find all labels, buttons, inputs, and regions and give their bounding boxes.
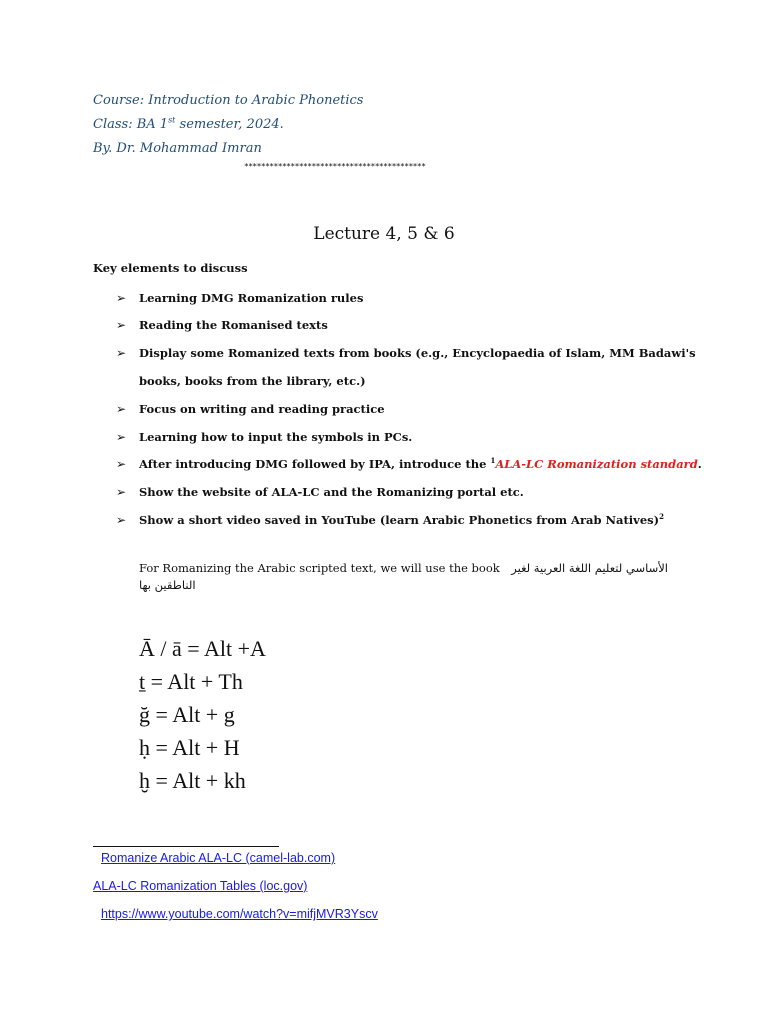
class-suffix: semester, 2024. (175, 117, 284, 132)
ala-lc-standard-highlight: ALA-LC Romanization standard (495, 457, 698, 471)
bullet-continuation: books, books from the library, etc.) (139, 374, 366, 388)
bullet-text: Reading the Romanised texts (139, 318, 328, 332)
class-prefix: Class: BA 1 (93, 117, 169, 132)
footnote-link-camel-lab[interactable]: Romanize Arabic ALA-LC (camel-lab.com) (101, 851, 336, 865)
bullet-item (116, 291, 363, 305)
bullet-text-end: . (697, 457, 702, 471)
footnote-link-loc-gov[interactable]: ALA-LC Romanization Tables (loc.gov) (93, 879, 308, 893)
formula-h-breve: ḫ = Alt + kh (139, 768, 246, 793)
bullet-text: Display some Romanized texts from books (e.g., Encyclopaedia of Islam, MM Badawi's (139, 346, 696, 360)
bullet-item (116, 346, 696, 360)
bullet-item (116, 513, 664, 527)
bullet-text: Learning DMG Romanization rules (139, 291, 364, 305)
bullet-text: Show the website of ALA-LC and the Romanizing portal etc. (139, 485, 524, 499)
class-ordinal: st (168, 115, 176, 125)
arrowhead-bullet-icon: ➢ (116, 485, 127, 499)
lecture-title: Lecture 4, 5 & 6 (313, 224, 455, 244)
footnote-ref-1[interactable]: 1 (490, 456, 496, 466)
bullet-text: Learning how to input the symbols in PCs. (139, 430, 413, 444)
bullet-item (116, 402, 385, 416)
bullet-text: Focus on writing and reading practice (139, 402, 385, 416)
paragraph-text: For Romanizing the Arabic scripted text, we will use the book (139, 561, 500, 575)
footnote-link-youtube[interactable]: https://www.youtube.com/watch?v=mifjMVR3Yscv (101, 907, 378, 921)
formula-a-macron: Ā / ā = Alt +A (139, 636, 266, 661)
separator-stars: ******************************************* (244, 162, 426, 171)
arrowhead-bullet-icon: ➢ (116, 318, 127, 332)
bullet-item (116, 318, 328, 332)
formula-g-breve: ğ = Alt + g (139, 702, 235, 727)
bullet-item (116, 430, 412, 444)
course-line: Course: Introduction to Arabic Phonetics (93, 93, 364, 108)
arrowhead-bullet-icon: ➢ (116, 513, 127, 527)
arrowhead-bullet-icon: ➢ (116, 430, 127, 444)
key-elements-heading: Key elements to discuss (93, 261, 248, 275)
arrowhead-bullet-icon: ➢ (116, 346, 127, 360)
arrowhead-bullet-icon: ➢ (116, 402, 127, 416)
footnote-ref-2[interactable]: 2 (659, 512, 664, 522)
class-line (93, 117, 284, 132)
bullet-text: After introducing DMG followed by IPA, introduce the (139, 457, 491, 471)
bullet-item (116, 485, 524, 499)
arrowhead-bullet-icon: ➢ (116, 457, 127, 471)
bullet-text: Show a short video saved in YouTube (learn Arabic Phonetics from Arab Natives) (139, 513, 660, 527)
bullet-item (116, 457, 702, 471)
arabic-book-title-line2: الناطقين بها (139, 578, 196, 592)
author-line: By. Dr. Mohammad Imran (93, 141, 262, 156)
arabic-book-title-line1: الأساسي لتعليم اللغة العربية لغير (511, 561, 668, 575)
footnote-divider (93, 846, 279, 847)
arrowhead-bullet-icon: ➢ (116, 291, 127, 305)
formula-t-underline: ṯ = Alt + Th (139, 669, 243, 694)
formula-h-dot: ḥ = Alt + H (139, 735, 240, 760)
